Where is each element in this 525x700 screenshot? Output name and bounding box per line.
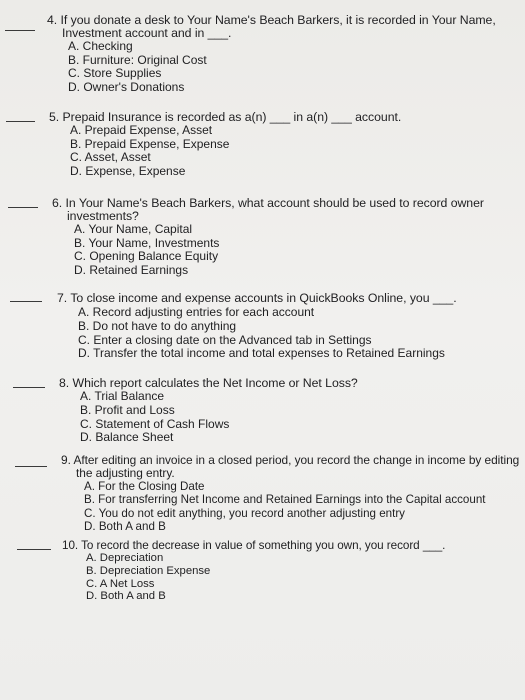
option-a: A. Checking	[68, 39, 133, 53]
option-c: C. Enter a closing date on the Advanced tab in Settings	[78, 332, 372, 347]
stem-line: In Your Name's Beach Barkers, what account should be used to record owner	[65, 196, 484, 210]
question-number: 8.	[59, 376, 70, 390]
answer-blank-9[interactable]	[15, 466, 47, 467]
stem-line: To close income and expense accounts in QuickBooks Online, you ___.	[70, 291, 457, 305]
options-list	[84, 480, 486, 533]
stem-line: Prepaid Insurance is recorded as a(n) ___ in a(n) ___ account.	[62, 110, 402, 124]
option-d: D. Expense, Expense	[70, 163, 186, 178]
options-list	[86, 552, 210, 603]
stem-line: To record the decrease in value of something you own, you record ___.	[81, 539, 446, 552]
question-number: 5.	[49, 110, 60, 124]
answer-blank-7[interactable]	[10, 301, 42, 302]
option-d: D. Transfer the total income and total expenses to Retained Earnings	[78, 346, 445, 361]
option-b: B. Depreciation Expense	[86, 564, 211, 577]
options-list	[68, 40, 207, 94]
option-d: D. Retained Earnings	[74, 262, 189, 277]
option-a: A. For the Closing Date	[84, 480, 205, 493]
option-b: B. Furniture: Original Cost	[68, 52, 207, 67]
question-stem	[57, 292, 457, 305]
question-stem	[47, 14, 496, 40]
options-list	[70, 124, 229, 178]
option-c: C. Asset, Asset	[70, 150, 151, 164]
option-a: A. Prepaid Expense, Asset	[70, 123, 213, 137]
option-d: D. Owner's Donations	[68, 79, 185, 94]
option-c: C. Statement of Cash Flows	[80, 416, 230, 431]
option-b: B. For transferring Net Income and Retained Earnings into the Capital account	[84, 493, 486, 507]
option-d: D. Both A and B	[84, 519, 166, 533]
question-stem	[61, 454, 519, 480]
stem-line: investments?	[67, 209, 139, 223]
question-stem	[52, 197, 484, 223]
answer-blank-8[interactable]	[13, 387, 45, 388]
question-number: 6.	[52, 196, 63, 210]
question-number: 9.	[61, 453, 71, 467]
stem-line: If you donate a desk to Your Name's Beach Barkers, it is recorded in Your Name,	[60, 13, 496, 27]
options-list	[74, 223, 219, 277]
options-list	[80, 390, 229, 445]
options-list	[78, 306, 445, 361]
option-b: B. Profit and Loss	[80, 402, 175, 417]
option-b: B. Your Name, Investments	[74, 235, 220, 250]
option-d: D. Both A and B	[86, 590, 166, 603]
option-c: C. Opening Balance Equity	[74, 249, 219, 263]
answer-blank-4[interactable]	[5, 30, 35, 31]
option-c: C. A Net Loss	[86, 577, 155, 590]
question-stem	[62, 539, 445, 552]
question-number: 4.	[47, 13, 58, 27]
answer-blank-6[interactable]	[8, 207, 38, 208]
stem-line: the adjusting entry.	[76, 466, 175, 480]
option-a: A. Record adjusting entries for each account	[78, 305, 315, 319]
option-a: A. Depreciation	[86, 552, 164, 564]
option-b: B. Do not have to do anything	[78, 318, 237, 333]
answer-blank-5[interactable]	[6, 121, 35, 122]
question-number: 7.	[57, 291, 68, 305]
option-a: A. Trial Balance	[80, 389, 165, 403]
option-d: D. Balance Sheet	[80, 430, 174, 445]
question-number: 10.	[62, 539, 79, 552]
option-c: C. You do not edit anything, you record another adjusting entry	[84, 506, 405, 520]
stem-line: Which report calculates the Net Income or Net Loss?	[72, 376, 358, 390]
stem-line: After editing an invoice in a closed period, you record the change in income by editing	[73, 453, 520, 467]
answer-blank-10[interactable]	[17, 549, 51, 550]
stem-line: Investment account and in ___.	[62, 26, 232, 40]
option-b: B. Prepaid Expense, Expense	[70, 136, 230, 151]
option-c: C. Store Supplies	[68, 66, 162, 80]
option-a: A. Your Name, Capital	[74, 222, 193, 236]
